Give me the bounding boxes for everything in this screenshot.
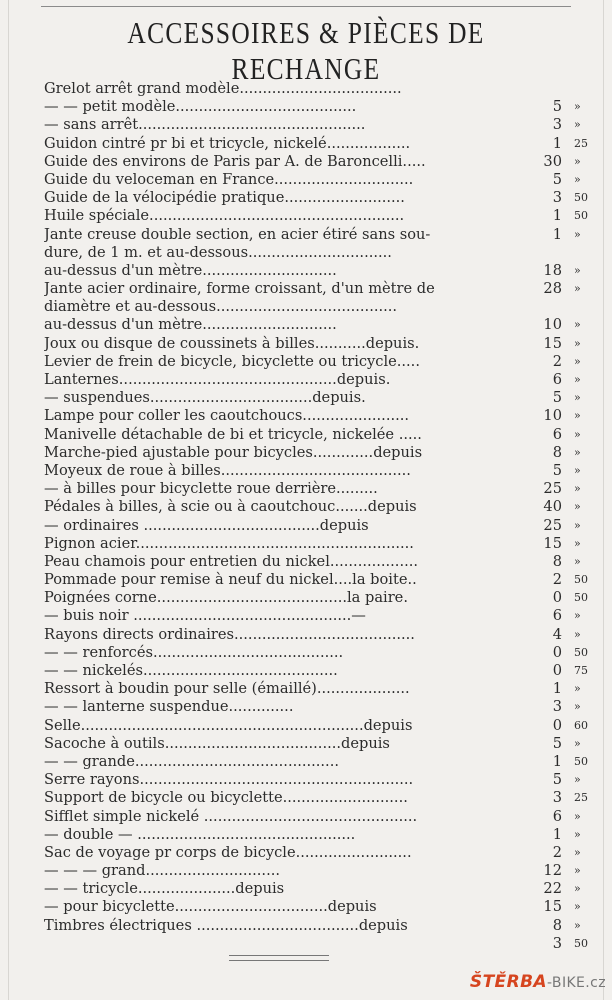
watermark-domain: -BIKE.cz (546, 975, 606, 991)
item-label: — — petit modèle....................................... (44, 98, 357, 116)
item-price: 6 (552, 607, 562, 625)
item-label: Joux ou disque de coussinets à billes...........depuis. (44, 334, 420, 352)
list-item (44, 916, 588, 952)
item-cents: 75 (574, 664, 588, 678)
item-price: 6 (552, 425, 562, 443)
item-label: Huile spéciale....................................................... (44, 207, 405, 225)
item-label: — à billes pour bicyclette roue derrière......... (44, 480, 378, 498)
item-label: — sans arrêt................................................. (44, 116, 366, 134)
item-label: au-dessus d'un mètre............................. (44, 316, 337, 334)
item-price: 1 (552, 207, 562, 225)
item-label: Pédales à billes, à scie ou à caoutchouc.......depuis (44, 498, 417, 516)
item-price: 2 (552, 352, 562, 370)
item-cents: » (574, 154, 581, 168)
item-cents: » (574, 827, 581, 841)
item-label: Guidon cintré pr bi et tricycle, nickelé.................. (44, 134, 411, 152)
item-cents: » (574, 518, 581, 532)
item-label: Pignon acier............................................................ (44, 534, 414, 552)
item-label: Grelot arrêt grand modèle................................... (44, 80, 402, 97)
item-price: 1 (552, 134, 562, 152)
item-cents: » (574, 845, 581, 859)
item-price: 3 (552, 116, 562, 134)
item-cents: » (574, 391, 581, 405)
item-label: — ordinaires ......................................depuis (44, 516, 369, 534)
item-label: Guide du veloceman en France.............................. (44, 170, 414, 188)
item-label: Rayons directs ordinaires....................................... (44, 625, 415, 643)
top-rule (41, 6, 571, 7)
item-cents: » (574, 409, 581, 423)
item-cents: » (574, 900, 581, 914)
item-price: 10 (543, 316, 562, 334)
item-price: 2 (552, 843, 562, 861)
item-cents: 25 (574, 791, 588, 805)
item-label: — — nickelés.......................................... (44, 662, 338, 679)
item-label: Marche-pied ajustable pour bicycles.............depuis (44, 443, 423, 461)
item-cents: » (574, 609, 581, 623)
item-cents: » (574, 682, 581, 696)
item-price: 1 (552, 680, 562, 698)
item-cents: » (574, 918, 581, 932)
item-price: 1 (552, 825, 562, 843)
list-item (44, 280, 579, 298)
item-price: 15 (543, 334, 562, 352)
item-price: 22 (543, 880, 562, 898)
item-cents: » (574, 500, 581, 514)
item-label: Sac de voyage pr corps de bicycle......................... (44, 843, 412, 861)
item-label: — — — grand............................. (44, 862, 280, 880)
list-item (44, 226, 579, 244)
item-label: Sifflet simple nickelé .............................................. (44, 807, 418, 825)
item-cents: 50 (574, 936, 588, 950)
item-cents: » (574, 100, 581, 114)
item-label: — — renforcés......................................... (44, 643, 344, 661)
item-price: 3 (552, 698, 562, 716)
item-label: Sacoche à outils......................................depuis (44, 734, 390, 752)
item-price: 5 (552, 389, 562, 407)
item-cents: » (574, 882, 581, 896)
item-price: 25 (543, 516, 562, 534)
item-cents: » (574, 736, 581, 750)
item-label: Peau chamois pour entretien du nickel................... (44, 552, 419, 570)
watermark-logo (470, 972, 606, 992)
watermark-brand: ŠTĚRBA (469, 972, 547, 992)
item-cents: » (574, 700, 581, 714)
price-list (44, 80, 588, 952)
item-cents: » (574, 445, 581, 459)
item-cents: » (574, 427, 581, 441)
item-cents: 50 (574, 754, 588, 768)
item-label: dure, de 1 m. et au-dessous............................... (44, 243, 392, 261)
item-label: — double — ............................................... (44, 825, 356, 843)
item-label: Timbres électriques ...................................depuis (44, 916, 408, 934)
item-price: 1 (552, 752, 562, 770)
item-cents: 50 (574, 209, 588, 223)
item-cents: » (574, 864, 581, 878)
item-cents: » (574, 172, 581, 186)
item-price: 0 (552, 589, 562, 607)
item-price: 3 (552, 189, 562, 207)
item-cents: » (574, 773, 581, 787)
item-price: 28 (543, 280, 562, 298)
item-label: Poignées corne.........................................la paire. (44, 589, 408, 607)
page-title: ACCESSOIRES & PIÈCES DE RECHANGE (127, 15, 485, 86)
item-label: — — grande............................................ (44, 752, 339, 770)
item-label: — suspendues...................................depuis. (44, 389, 366, 407)
item-cents: » (574, 282, 581, 296)
item-price: 10 (543, 407, 562, 425)
item-label: diamètre et au-dessous....................................... (44, 298, 398, 316)
item-cents: 60 (574, 718, 588, 732)
item-price: 5 (552, 170, 562, 188)
item-price: 15 (543, 898, 562, 916)
item-cents: 50 (574, 573, 588, 587)
item-price: 0 (552, 662, 562, 680)
item-label: Manivelle détachable de bi et tricycle, nickelée ..... (44, 425, 422, 443)
item-price: 0 (552, 716, 562, 734)
item-price: 5 (552, 98, 562, 116)
item-price: 5 (552, 734, 562, 752)
item-label: Lampe pour coller les caoutchoucs....................... (44, 407, 410, 425)
item-label: Jante acier ordinaire, forme croissant, d'un mètre de (44, 280, 435, 298)
item-price: 6 (552, 807, 562, 825)
item-price: 1 (552, 225, 562, 243)
item-cents: » (574, 227, 581, 241)
item-price: 8 (552, 916, 562, 934)
item-price: 5 (552, 461, 562, 479)
item-label: Guide de la vélocipédie pratique.......................... (44, 189, 405, 207)
item-label: Guide des environs de Paris par A. de Baroncelli..... (44, 152, 426, 170)
item-price: 4 (552, 625, 562, 643)
item-label: Lanternes...............................................depuis. (44, 371, 391, 388)
bottom-ornament (229, 955, 329, 961)
item-label: au-dessus d'un mètre............................. (44, 261, 337, 279)
item-price: 15 (543, 534, 562, 552)
item-cents: » (574, 354, 581, 368)
page-edge-left (8, 0, 9, 1000)
item-cents: » (574, 463, 581, 477)
item-cents: » (574, 118, 581, 132)
item-price: 12 (543, 862, 562, 880)
item-label: — buis noir ...............................................— (44, 607, 366, 625)
item-price: 6 (552, 371, 562, 389)
item-label: — — tricycle.....................depuis (44, 880, 285, 898)
item-label: Selle.............................................................depuis (44, 716, 413, 734)
item-cents: » (574, 536, 581, 550)
item-cents: 25 (574, 136, 588, 150)
item-label: Pommade pour remise à neuf du nickel....la boite.. (44, 571, 417, 589)
item-cents: » (574, 482, 581, 496)
item-price: 18 (543, 261, 562, 279)
item-price: 25 (543, 480, 562, 498)
item-price: 3 (552, 934, 562, 952)
item-cents: » (574, 627, 581, 641)
item-cents: 50 (574, 645, 588, 659)
item-price: 30 (543, 152, 562, 170)
item-cents: 50 (574, 191, 588, 205)
item-label: Support de bicycle ou bicyclette........................... (44, 789, 408, 807)
item-price: 40 (543, 498, 562, 516)
item-label: Levier de frein de bicycle, bicyclette ou tricycle..... (44, 352, 420, 370)
item-label: Serre rayons........................................................... (44, 771, 414, 789)
item-cents: » (574, 373, 581, 387)
item-cents: 50 (574, 591, 588, 605)
item-label: Ressort à boudin pour selle (émaillé).................... (44, 680, 410, 698)
item-price: 5 (552, 771, 562, 789)
item-cents: » (574, 318, 581, 332)
item-price: 8 (552, 443, 562, 461)
item-price: 2 (552, 571, 562, 589)
item-label: Jante creuse double section, en acier étiré sans sou- (44, 225, 431, 243)
item-label: — — lanterne suspendue.............. (44, 698, 294, 716)
item-price: 3 (552, 789, 562, 807)
item-label: Moyeux de roue à billes......................................... (44, 461, 411, 479)
item-cents: » (574, 336, 581, 350)
item-cents: » (574, 809, 581, 823)
item-price: 0 (552, 643, 562, 661)
item-cents: » (574, 263, 581, 277)
page-edge-right (603, 0, 604, 1000)
item-label: — pour bicyclette.................................depuis (44, 898, 377, 916)
item-cents: » (574, 554, 581, 568)
item-price: 8 (552, 552, 562, 570)
